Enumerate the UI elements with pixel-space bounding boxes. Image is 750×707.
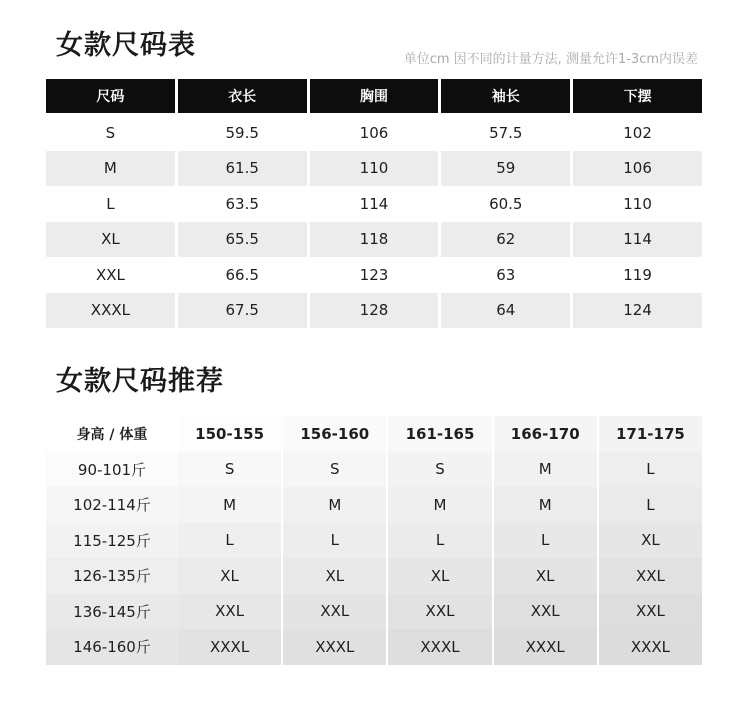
- corner-label: 身高 / 体重: [46, 416, 178, 452]
- measurement-note: 单位cm 因不同的计量方法, 测量允许1-3cm内误差: [403, 52, 698, 67]
- table-row: [46, 487, 702, 523]
- table-cell: 60.5: [489, 194, 523, 213]
- table-cell: 62: [441, 222, 570, 258]
- recommended-size: S: [386, 452, 491, 488]
- header-hem: 下摆: [573, 79, 702, 113]
- recommended-size: L: [597, 452, 702, 488]
- size-chart-header-row: [46, 79, 702, 113]
- table-cell: 106: [359, 123, 389, 142]
- table-cell: 118: [310, 222, 439, 258]
- header-sleeve: 袖长: [441, 79, 570, 113]
- recommended-size: S: [281, 452, 386, 488]
- recommended-size: XL: [281, 558, 386, 594]
- recommended-size: M: [492, 487, 597, 523]
- recommended-size: M: [492, 452, 597, 488]
- recommended-size: M: [178, 487, 281, 523]
- table-row: [46, 257, 702, 293]
- header-size: 尺码: [46, 79, 175, 113]
- table-cell: 61.5: [178, 151, 307, 187]
- header-chest: 胸围: [310, 79, 439, 113]
- recommended-size: XL: [492, 558, 597, 594]
- table-cell: XXL: [95, 265, 125, 284]
- table-cell: 57.5: [489, 123, 523, 142]
- height-range-header: 171-175: [597, 416, 702, 452]
- recommended-size: XL: [386, 558, 491, 594]
- height-range-header: 150-155: [178, 416, 281, 452]
- table-cell: 59: [441, 151, 570, 187]
- table-cell: 65.5: [178, 222, 307, 258]
- table-cell: 106: [573, 151, 702, 187]
- height-range-header: 166-170: [492, 416, 597, 452]
- table-cell: S: [105, 123, 116, 142]
- table-row: [46, 523, 702, 559]
- height-range-header: 161-165: [386, 416, 491, 452]
- recommended-size: L: [386, 523, 491, 559]
- table-cell: 128: [310, 293, 439, 329]
- table-row: [46, 629, 702, 665]
- recommended-size: XXXL: [178, 629, 281, 665]
- weight-range-label: 115-125斤: [46, 523, 178, 559]
- table-cell: 102: [623, 123, 652, 142]
- table-cell: 64: [441, 293, 570, 329]
- table-row: [46, 151, 702, 187]
- table-cell: 59.5: [225, 123, 259, 142]
- weight-range-label: 90-101斤: [46, 452, 178, 488]
- table-row: [46, 452, 702, 488]
- recommended-size: XL: [178, 558, 281, 594]
- table-cell: 123: [359, 265, 389, 284]
- recommended-size: XXXL: [492, 629, 597, 665]
- recommended-size: M: [386, 487, 491, 523]
- table-cell: XXXL: [46, 293, 175, 329]
- recommended-size: XXL: [386, 594, 491, 630]
- table-cell: XL: [46, 222, 175, 258]
- weight-range-label: 102-114斤: [46, 487, 178, 523]
- table-row: [46, 293, 702, 329]
- table-row: [46, 558, 702, 594]
- table-cell: 63.5: [225, 194, 259, 213]
- recommended-size: XL: [597, 523, 702, 559]
- recommended-size: XXXL: [597, 629, 702, 665]
- recommended-size: L: [178, 523, 281, 559]
- recommended-size: XXL: [178, 594, 281, 630]
- recommended-size: XXXL: [386, 629, 491, 665]
- table-row: [46, 186, 702, 222]
- weight-range-label: 136-145斤: [46, 594, 178, 630]
- size-chart-title: 女款尺码表: [56, 30, 196, 61]
- recommended-size: L: [281, 523, 386, 559]
- weight-range-label: 146-160斤: [46, 629, 178, 665]
- table-cell: 110: [623, 194, 652, 213]
- table-cell: M: [46, 151, 175, 187]
- table-cell: 114: [573, 222, 702, 258]
- table-row: [46, 115, 702, 151]
- recommended-size: XXXL: [281, 629, 386, 665]
- recommended-size: L: [597, 487, 702, 523]
- height-range-header: 156-160: [281, 416, 386, 452]
- recommendation-table: [46, 416, 702, 665]
- recommended-size: XXL: [597, 594, 702, 630]
- table-cell: 67.5: [178, 293, 307, 329]
- table-cell: 66.5: [225, 265, 259, 284]
- recommended-size: M: [281, 487, 386, 523]
- table-cell: 114: [359, 194, 389, 213]
- table-cell: 63: [496, 265, 516, 284]
- table-row: [46, 594, 702, 630]
- recommended-size: S: [178, 452, 281, 488]
- table-row: [46, 222, 702, 258]
- table-cell: 124: [573, 293, 702, 329]
- recommendation-title: 女款尺码推荐: [56, 366, 224, 397]
- table-cell: 110: [310, 151, 439, 187]
- recommended-size: L: [492, 523, 597, 559]
- table-cell: L: [106, 194, 115, 213]
- recommendation-header-row: [46, 416, 702, 452]
- recommended-size: XXL: [492, 594, 597, 630]
- table-cell: 119: [623, 265, 652, 284]
- recommended-size: XXL: [597, 558, 702, 594]
- weight-range-label: 126-135斤: [46, 558, 178, 594]
- recommended-size: XXL: [281, 594, 386, 630]
- header-length: 衣长: [178, 79, 307, 113]
- size-chart-table: [46, 79, 702, 328]
